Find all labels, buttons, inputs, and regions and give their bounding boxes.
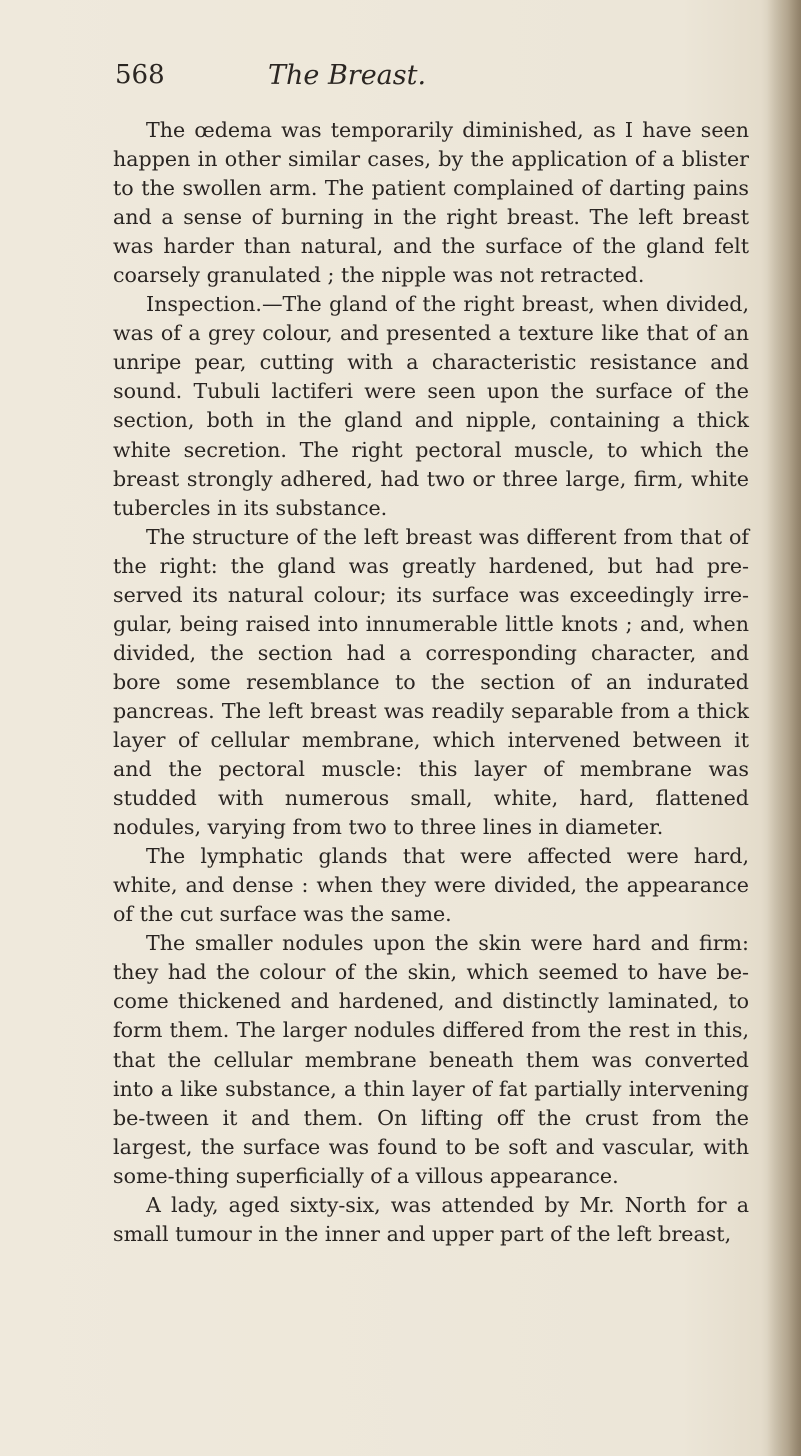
paragraph-left-breast-structure: The structure of the left breast was different from that of the right: the gland was greatly hardened, but had pre-served its natural colour; its surface was exceedingly irre-gular, being raised into innumerable little knots ; and, when divided, the section had a corresponding character, and bore some resemblance to the section of an indurated pancreas. The left breast was readily separable from a thick layer of cellular membrane, which intervened between it and the pectoral muscle: this layer of membrane was studded with numerous small, white, hard, flattened nodules, varying from two to three lines in diameter. [113,524,749,840]
paragraph-oedema: The œdema was temporarily diminished, as I have seen happen in other similar cases, by the application of a blister to the swollen arm. The patient complained of darting pains and a sense of burning in the right breast. The left breast was harder than natural, and the surface of the gland felt coarsely granulated ; the nipple was not retracted. [113,118,749,288]
paragraph-smaller-nodules: The smaller nodules upon the skin were hard and firm: they had the colour of the skin, which seemed to have be-come thickened and hardened, and distinctly laminated, to form them. The larger nodules differed from the rest in this, that the cellular membrane beneath them was converted into a like substance, a thin layer of fat partially intervening be-tween it and them. On lifting off the crust from the largest, the surface was found to be soft and vascular, with some-thing superficially of a villous appearance. [113,931,749,1188]
body-text [113,116,749,1249]
running-title: The Breast. [268,60,427,91]
paragraph-lady-case: A lady, aged sixty-six, was attended by Mr. North for a small tumour in the inner and upper part of the left breast, [113,1192,749,1246]
page-edge-shadow [767,0,801,1456]
paragraph-inspection: Inspection.—The gland of the right breast, when divided, was of a grey colour, and presented a texture like that of an unripe pear, cutting with a characteristic resistance and sound. Tubuli lactiferi were seen upon the surface of the section, both in the gland and nipple, containing a thick white secretion. The right pectoral muscle, to which the breast strongly adhered, had two or three large, firm, white tubercles in its substance. [113,292,749,520]
page-number: 568 [115,60,165,90]
paragraph-lymphatic-glands: The lymphatic glands that were affected were hard, white, and dense : when they were divided, the appearance of the cut surface was the same. [113,844,749,927]
